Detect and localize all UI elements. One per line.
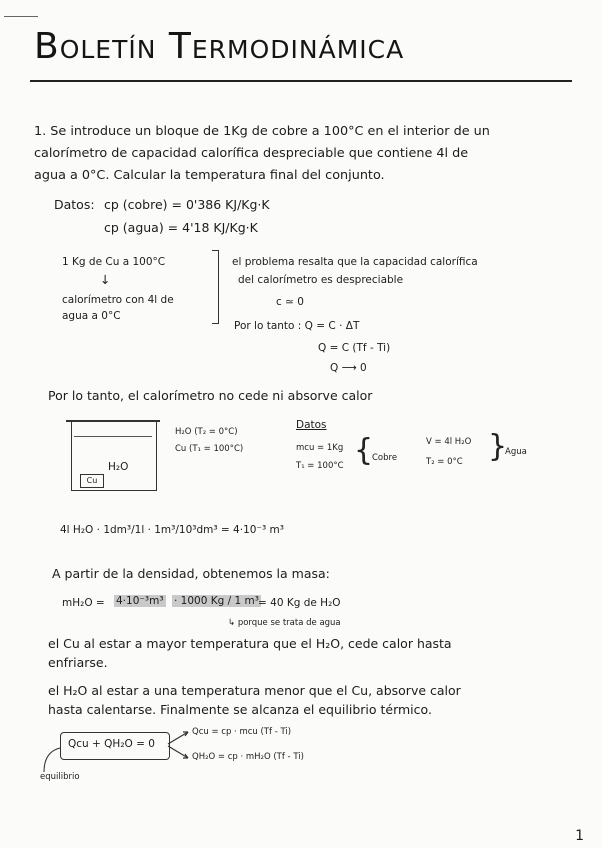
para3-line-1: el H₂O al estar a una temperatura menor que el Cu, absorve calor — [48, 683, 461, 698]
mass-lhs: mH₂O = — [62, 597, 105, 609]
cp-agua: cp (agua) = 4'18 KJ/Kg·K — [104, 220, 258, 235]
datos2-v: V = 4l H₂O — [426, 437, 472, 447]
mass-volume: 4·10⁻³m³ — [116, 595, 164, 607]
page-title: Boletín Termodinámica — [34, 26, 405, 67]
vessel-h2o-label: H₂O — [108, 461, 129, 473]
problem-line-3: agua a 0°C. Calcular la temperatura final del conjunto. — [34, 168, 385, 183]
page-number: 1 — [575, 828, 584, 844]
por-lo-tanto-eq: Por lo tanto : Q = C · ΔT — [234, 320, 360, 332]
datos-label: Datos: — [54, 197, 95, 212]
q-eq: Q = C (Tf - Ti) — [318, 342, 391, 354]
equilibrium-label: equilibrio — [40, 772, 80, 782]
equilibrium-equation: Qcu + QH₂O = 0 — [68, 738, 155, 750]
datos2-t1: T₁ = 100°C — [296, 461, 344, 471]
datos2-mcu: mcu = 1Kg — [296, 443, 344, 453]
cp-cobre: cp (cobre) = 0'386 KJ/Kg·K — [104, 197, 270, 212]
mass-result: = 40 Kg de H₂O — [258, 597, 341, 609]
densidad-text: A partir de la densidad, obtenemos la masa: — [52, 566, 330, 581]
mass-note: ↳ porque se trata de agua — [228, 618, 341, 628]
datos2-heading: Datos — [296, 419, 327, 431]
note-line-2: del calorímetro es despreciable — [238, 274, 404, 286]
diagram-bottom-text-2: agua a 0°C — [62, 310, 121, 322]
water-level-line — [74, 436, 152, 437]
brace-top — [212, 250, 219, 251]
down-arrow-icon: ↓ — [100, 272, 111, 287]
mass-density: · 1000 Kg / 1 m³ — [174, 595, 259, 607]
brace-bottom — [212, 323, 219, 324]
corner-mark — [4, 16, 38, 17]
title-underline — [30, 80, 572, 82]
brace-agua: } — [488, 429, 508, 464]
copper-block: Cu — [80, 474, 104, 488]
h2o-temp: H₂O (T₂ = 0°C) — [175, 427, 238, 437]
statement-no-heat: Por lo tanto, el calorímetro no cede ni absorve calor — [48, 388, 373, 403]
problem-line-1: 1. Se introduce un bloque de 1Kg de cobre a 100°C en el interior de un — [34, 124, 490, 139]
problem-line-2: calorímetro de capacidad calorífica despreciable que contiene 4l de — [34, 146, 469, 161]
datos2-t2: T₂ = 0°C — [426, 457, 463, 467]
brace-cobre: { — [354, 433, 374, 468]
separator-brace — [218, 250, 219, 324]
datos2-cobre: Cobre — [372, 453, 398, 463]
para3-line-2: hasta calentarse. Finalmente se alcanza el equilibrio térmico. — [48, 702, 432, 717]
note-line-1: el problema resalta que la capacidad calorífica — [232, 256, 478, 268]
diagram-top-text: 1 Kg de Cu a 100°C — [62, 256, 166, 268]
qh2o-eq: QH₂O = cp · mH₂O (Tf - Ti) — [192, 752, 304, 762]
datos2-agua: Agua — [505, 447, 527, 457]
para2-line-1: el Cu al estar a mayor temperatura que el H₂O, cede calor hasta — [48, 636, 452, 651]
q-zero: Q ⟶ 0 — [330, 362, 367, 374]
volume-conversion: 4l H₂O · 1dm³/1l · 1m³/10³dm³ = 4·10⁻³ m³ — [60, 524, 284, 536]
diagram-bottom-text-1: calorímetro con 4l de — [62, 294, 174, 306]
para2-line-2: enfriarse. — [48, 655, 108, 670]
branch-arrows-icon — [166, 726, 192, 766]
cu-temp: Cu (T₁ = 100°C) — [175, 444, 244, 454]
qcu-eq: Qcu = cp · mcu (Tf - Ti) — [192, 727, 292, 737]
c-approx: c ≃ 0 — [276, 296, 304, 308]
